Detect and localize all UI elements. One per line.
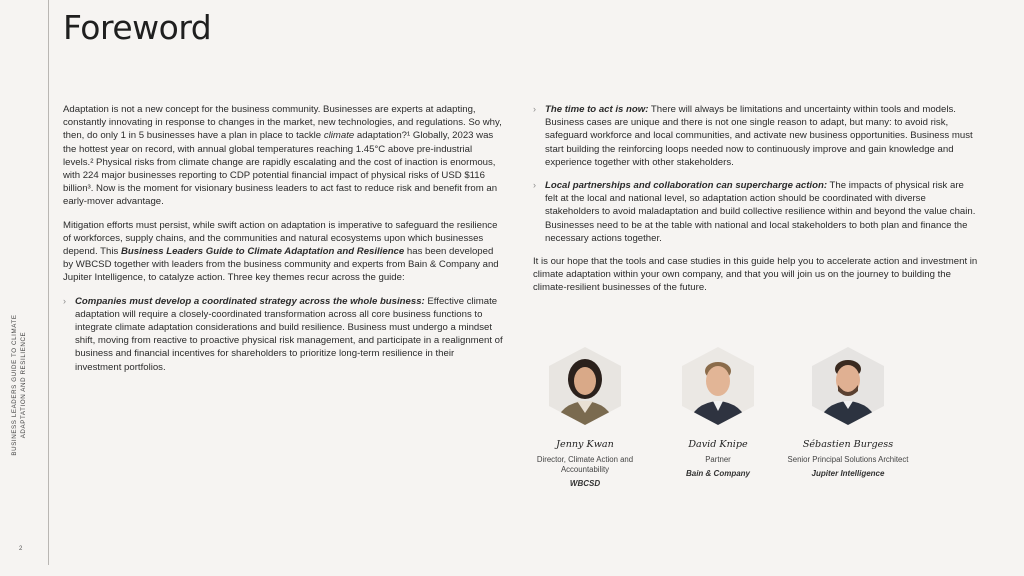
page-number: 2 [19, 546, 23, 552]
page-title: Foreword [63, 8, 212, 47]
profile-card: Jenny Kwan Director, Climate Action and Accountability WBCSD [520, 345, 650, 488]
theme-local-partnerships: › Local partnerships and collaboration can supercharge action: The impacts of physical risk are felt at the local and national level, so adaptation action should be coordinated with diverse stakeholders to avoid maladaptation and build collective resilience within and beyond the value chain. Businesses need to be at the table with national and local stakeholders to both plan and finance the necessary actions together. [533, 180, 976, 244]
author-profiles [520, 345, 960, 505]
intro-paragraph: Adaptation is not a new concept for the business community. Businesses are experts at adapting, constantly innovating in response to changes in the market, new technologies, and regulations. So why, then, do only 1 in 5 businesses have a plan in place to tackle climate adaptation?¹ Globally, 2023 was the hottest year on record, with annual global temperatures reaching 1.45°C above pre-industrial levels.² Physical risks from climate change are rapidly escalating and the cost of inaction is enormous, with 224 major businesses reporting to CDP potential financial impact of physical risks of USD $116 billion³. Now is the moment for visionary business leaders to act fast to reduce risk and benefit from an early-mover advantage. [63, 104, 502, 208]
left-column [63, 103, 503, 384]
chevron-right-icon: › [533, 104, 536, 114]
side-running-title: BUSINESS LEADERS GUIDE TO CLIMATE ADAPTATION AND RESILIENCE [11, 314, 27, 456]
mitigation-paragraph: Mitigation efforts must persist, while swift action on adaptation is imperative to safeguard the resilience of workforces, supply chains, and the communities and natural ecosystems upon which businesses depend. This Business Leaders Guide to Climate Adaptation and Resilience has been developed by WBCSD together with leaders from the business community and experts from Bain & Company and Jupiter Intelligence, to catalyze action. Three key themes recur across the guide: [63, 219, 499, 284]
right-column [533, 103, 978, 305]
author-photo [680, 345, 756, 427]
chevron-right-icon: › [63, 295, 66, 306]
theme-time-to-act: › The time to act is now: There will always be limitations and uncertainty within tools and models. Business cases are unique and there is not one single reason to adapt, but many: to avoid risk, safeguard workforce and local communities, and activate new business opportunities. Business must start building the reinforcing loops needed now to continuously improve and gain knowledge and experience together with other stakeholders. [533, 104, 973, 168]
author-photo [547, 345, 623, 427]
vertical-divider [48, 0, 49, 565]
theme-coordinated-strategy: › Companies must develop a coordinated strategy across the whole business: Effective climate adaptation will require a closely-coordinated transformation across all core business functions to integrate climate adaptation considerations and build resilience. Business must undergo a mindset shift, moving from reactive to proactive physical risk management, and participate in a realignment of business and financial incentives for shareholders to prioritize long-term resilience in their investment portfolios. [63, 295, 503, 373]
closing-paragraph: It is our hope that the tools and case studies in this guide help you to accelerate action and investment in climate adaptation within your own company, and that you will join us on the journey to building the climate-resilient businesses of the future. [533, 256, 978, 294]
author-photo [810, 345, 886, 427]
chevron-right-icon: › [533, 180, 536, 191]
profile-card: Sébastien Burgess Senior Principal Solutions Architect Jupiter Intelligence [783, 345, 913, 478]
profile-card: David Knipe Partner Bain & Company [653, 345, 783, 478]
